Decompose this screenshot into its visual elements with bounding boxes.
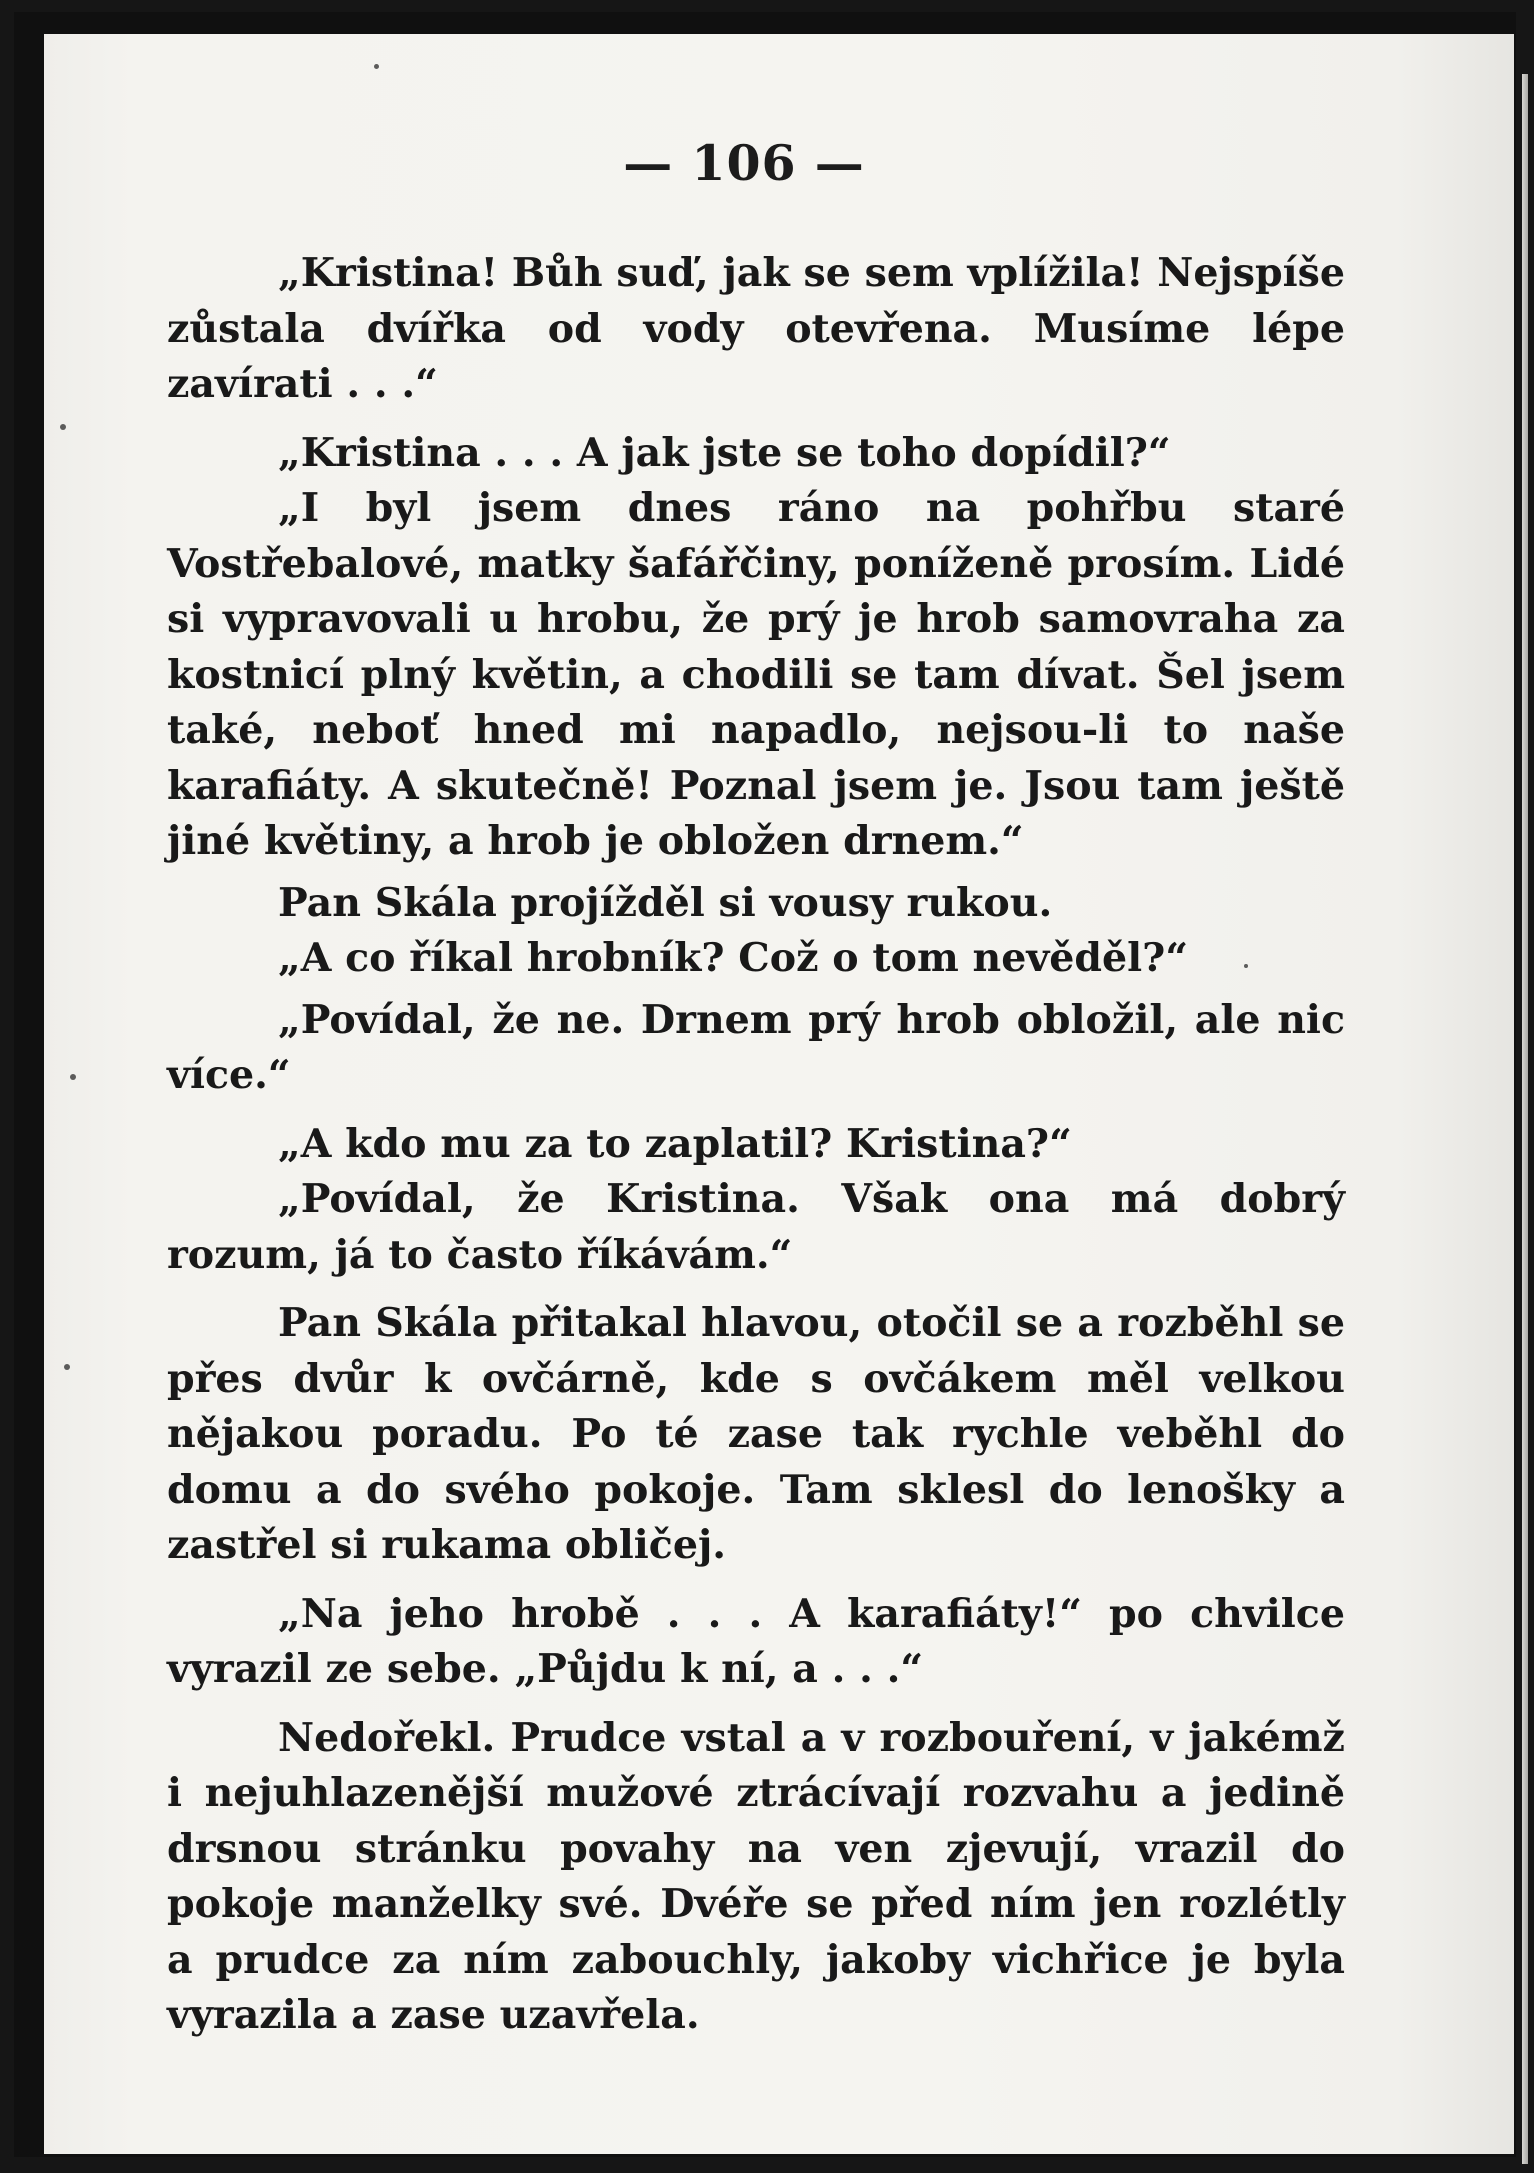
page-number: — 106 — [623,134,865,192]
page-text [167,246,1345,2044]
paragraph-4: Pan Skála projížděl si vousy rukou. [278,879,1053,926]
paragraph-2: „Kristina . . . A jak jste se toho dopídil?“ [278,429,1171,476]
scan-speck [64,1364,70,1370]
scan-speck [70,1074,76,1080]
paragraph-7: „A kdo mu za to zaplatil? Kristina?“ [278,1120,1072,1167]
paragraph-8: „Povídal, že Kristina. Však ona má dobrý rozum, já to často říkávám.“ [167,1176,1345,1278]
paragraph-5: „A co říkal hrobník? Což o tom nevěděl?“ [278,935,1189,981]
paragraph-10: „Na jeho hrobě . . . A karafiáty!“ po chvilce vyrazil ze sebe. „Půjdu k ní, a . . .“ [167,1590,1345,1692]
book-page [44,34,1514,2154]
paragraph-1: „Kristina! Bůh suď, jak se sem vplížila! Nejspíše zůstala dvířka od vody otevřena. Musíme lépe zavírati . . .“ [167,250,1345,407]
paragraph-3: „I byl jsem dnes ráno na pohřbu staré Vostřebalové, matky šafářčiny, poníženě prosím. Lidé si vypravovali u hrobu, že prý je hrob samovraha za kostnicí plný květin, a chodili se tam dívat. Šel jsem také, neboť hned mi napadlo, nejsou-li to naše karafiáty. A skutečně! Poznal jsem je. Jsou tam ještě jiné květiny, a hrob je obložen drnem.“ [167,485,1345,864]
scan-speck [374,64,379,69]
page-edge [1522,74,1528,2164]
scan-speck [60,424,66,430]
paragraph-6: „Povídal, že ne. Drnem prý hrob obložil, ale nic více.“ [167,996,1345,1098]
paragraph-9: Pan Skála přitakal hlavou, otočil se a rozběhl se přes dvůr k ovčárně, kde s ovčákem měl velkou nějakou poradu. Po té zase tak rychle veběhl do domu a do svého pokoje. Tam sklesl do lenošky a zastřel si rukama obličej. [167,1300,1345,1568]
scan-frame [14,12,1516,2157]
paragraph-11: Nedořekl. Prudce vstal a v rozbouření, v jakémž i nejuhlazenější mužové ztrácívají rozvahu a jedině drsnou stránku povahy na ven zjevují, vrazil do pokoje manželky své. Dvéře se před ním jen rozlétly a prudce za ním zabouchly, jakoby vichřice je byla vyrazila a zase uzavřela. [167,1714,1345,2038]
scan-speck [1244,964,1248,968]
